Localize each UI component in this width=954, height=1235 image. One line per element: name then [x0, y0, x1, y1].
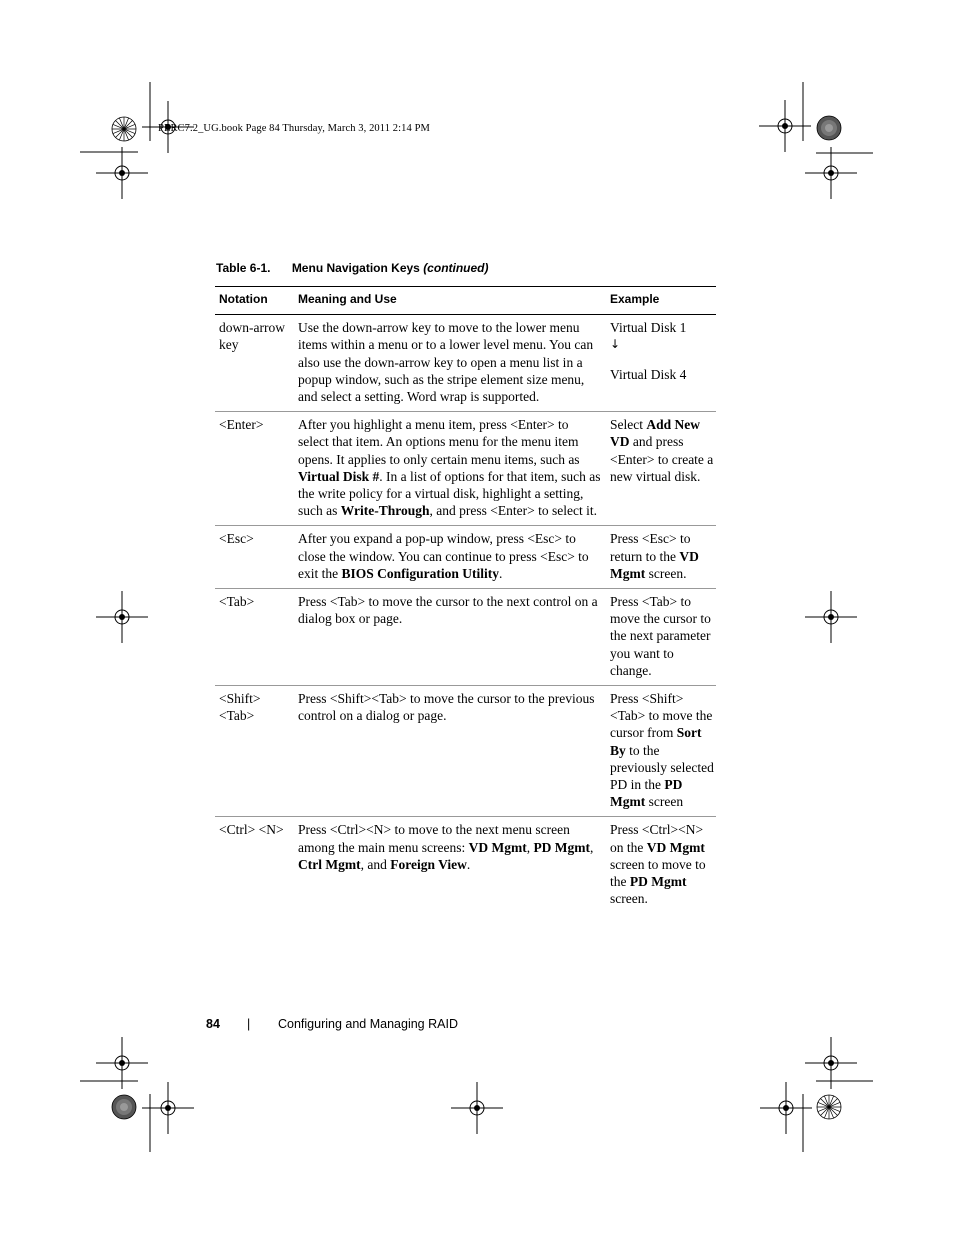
column-header-notation: Notation: [215, 287, 294, 315]
footer-section-title: Configuring and Managing RAID: [278, 1017, 458, 1031]
example-cell: [606, 315, 716, 412]
meaning-cell: [294, 817, 606, 914]
meaning-text: ,: [590, 839, 594, 855]
table-title: Menu Navigation Keys: [291, 261, 420, 275]
example-text: Press <Shift><Tab> to move the cursor from: [610, 691, 713, 741]
menu-navigation-keys-table: [215, 286, 716, 914]
footer-separator: |: [247, 1017, 251, 1031]
meaning-text: , and: [360, 856, 391, 872]
gray-target-icon: [817, 116, 841, 140]
menu-term: Ctrl Mgmt: [298, 856, 361, 872]
example-text: to the previously selected PD in the: [610, 742, 714, 793]
registration-mark-icon: [96, 147, 148, 199]
notation-cell: <Ctrl> <N>: [219, 822, 284, 838]
menu-term: PD Mgmt: [533, 839, 591, 855]
example-text: Press <Ctrl><N> on the: [610, 822, 704, 855]
print-slug-line: PERC7.2_UG.book Page 84 Thursday, March 3, 2011 2:14 PM: [158, 123, 430, 134]
table-row: [215, 315, 716, 412]
menu-term: Add New VD: [610, 417, 701, 450]
table-row: [215, 817, 716, 914]
meaning-text: Press <Ctrl><N> to move to the next menu screen among the main menu screens:: [298, 822, 570, 855]
table-caption: [216, 261, 489, 275]
table-number: Table 6-1.: [216, 261, 271, 275]
example-text: Virtual Disk 1: [610, 320, 687, 336]
notation-cell: <Esc>: [215, 526, 294, 589]
registration-mark-icon: [805, 591, 857, 643]
notation-cell: <Enter>: [215, 412, 294, 526]
meaning-cell: [294, 412, 606, 526]
example-text: screen.: [610, 891, 648, 907]
meaning-text: After you expand a pop-up window, press <Esc> to close the window. You can continue to press <Esc> to exit the: [298, 531, 589, 581]
registration-mark-icon: [805, 147, 857, 199]
menu-term: VD Mgmt: [646, 839, 705, 855]
meaning-text: ,: [526, 839, 534, 855]
example-text: screen to move to the: [610, 856, 706, 890]
meaning-cell: Press <Shift><Tab> to move the cursor to the previous control on a dialog or page.: [294, 686, 606, 817]
down-arrow-icon: ↓: [610, 337, 621, 352]
example-cell: [606, 412, 716, 526]
menu-term: Write-Through: [340, 503, 430, 519]
menu-term: VD Mgmt: [610, 548, 699, 581]
menu-term: PD Mgmt: [629, 874, 687, 890]
table-row: [215, 686, 716, 817]
menu-term: BIOS Configuration Utility: [341, 565, 500, 581]
notation-cell: <Tab>: [215, 589, 294, 686]
example-cell: [606, 526, 716, 589]
meaning-cell: Press <Tab> to move the cursor to the next control on a dialog box or page.: [294, 589, 606, 686]
notation-cell: <Shift> <Tab>: [215, 686, 294, 817]
menu-term: VD Mgmt: [468, 839, 527, 855]
example-text: and press <Enter> to create a new virtual disk.: [610, 434, 714, 484]
example-text: Press <Esc> to return to the: [610, 531, 691, 564]
page-number: 84: [206, 1017, 220, 1031]
example-cell: Press <Tab> to move the cursor to the next parameter you want to change.: [606, 589, 716, 686]
table-row: [215, 589, 716, 686]
example-cell: [606, 686, 716, 817]
star-target-icon: [817, 1095, 841, 1119]
gray-target-icon: [112, 1095, 136, 1119]
example-cell: [606, 817, 716, 914]
meaning-text: . In a list of options for that item, such as the write policy for a virtual disk, highlight a setting, such as: [298, 468, 601, 519]
table-row: [215, 412, 716, 526]
table-row: [215, 526, 716, 589]
notation-cell: down-arrow key: [215, 315, 294, 412]
registration-mark-icon: [96, 591, 148, 643]
table-header-row: [215, 287, 716, 315]
example-text: Virtual Disk 4: [610, 367, 687, 383]
meaning-text: .: [466, 856, 471, 872]
meaning-text: After you highlight a menu item, press <Enter> to select that item. An options menu for the menu item opens. It applies to only certain menu items, such as: [298, 417, 580, 467]
column-header-example: Example: [606, 287, 716, 315]
menu-term: Virtual Disk #: [298, 468, 380, 484]
example-text: screen: [645, 794, 684, 810]
meaning-text: .: [499, 565, 503, 581]
menu-term: PD Mgmt: [610, 777, 683, 810]
menu-term: Sort By: [610, 725, 702, 758]
meaning-text: , and press <Enter> to select it.: [429, 503, 597, 519]
example-text: Select: [610, 417, 647, 433]
meaning-cell: Use the down-arrow key to move to the lower menu items within a menu or to a lower level menu. You can also use the down-arrow key to open a menu list in a popup window, such as the stripe element size menu, and select a setting. Word wrap is supported.: [294, 315, 606, 412]
registration-mark-icon: [760, 1082, 812, 1134]
table-continued-note: (continued): [423, 261, 489, 275]
column-header-meaning: Meaning and Use: [294, 287, 606, 315]
meaning-cell: [294, 526, 606, 589]
menu-term: Foreign View: [390, 856, 467, 872]
star-target-icon: [112, 117, 136, 141]
example-text: screen.: [645, 565, 687, 581]
registration-mark-icon: [451, 1082, 503, 1134]
